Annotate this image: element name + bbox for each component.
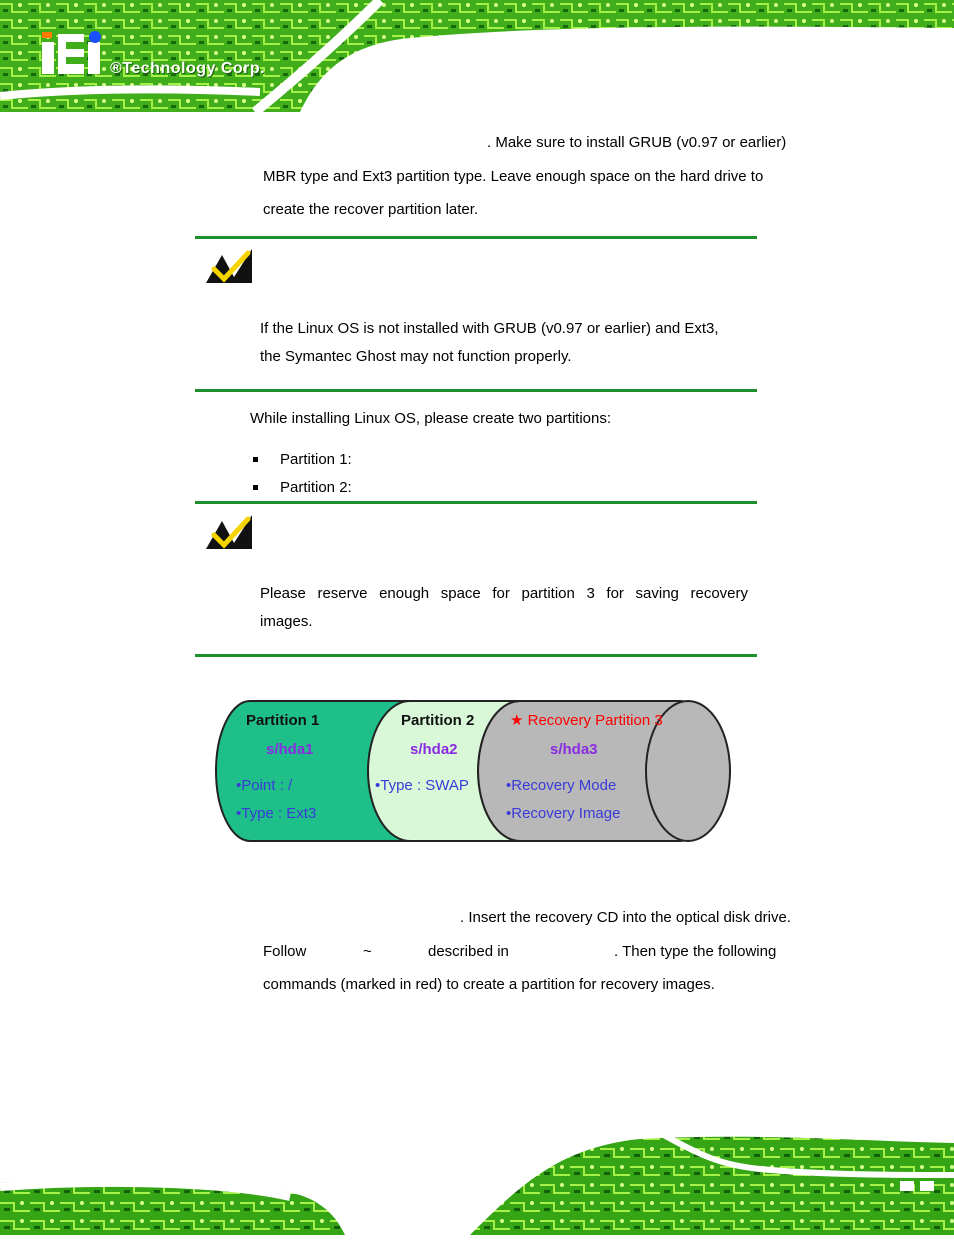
note-2-check-icon (204, 513, 254, 551)
iei-logo-icon (38, 28, 108, 80)
note-2-line-1: Please reserve enough space for partition 3 for saving recovery (260, 585, 748, 602)
bullet-marker (253, 457, 258, 462)
header-banner (0, 0, 954, 112)
logo-block[interactable] (38, 28, 108, 80)
note-1-line-1: If the Linux OS is not installed with GRUB (v0.97 or earlier) and Ext3, (260, 320, 719, 337)
partition-diagram (210, 695, 740, 850)
circuit-board-header-graphic (0, 0, 954, 112)
note-1-bottom-rule (195, 389, 757, 392)
partition-1-point: •Point : / (236, 777, 293, 794)
circuit-board-footer-graphic (0, 1125, 954, 1235)
step-next-line-3: commands (marked in red) to create a partition for recovery images. (263, 976, 715, 993)
partition-2-type: •Type : SWAP (375, 777, 469, 794)
step-next-then: . Then type the following (614, 943, 777, 960)
partition-1-title: Partition 1 (246, 712, 320, 729)
partition-2-device: s/hda2 (410, 741, 458, 758)
partition-3-recovery-mode: •Recovery Mode (506, 777, 617, 794)
bullet-marker (253, 485, 258, 490)
partition-1-type: •Type : Ext3 (236, 805, 317, 822)
note-2-bottom-rule (195, 654, 757, 657)
step-intro-line-3: create the recover partition later. (263, 201, 479, 218)
partitions-intro: While installing Linux OS, please create two partitions: (250, 410, 612, 427)
footer-banner (0, 1125, 954, 1235)
partition-3-device: s/hda3 (550, 741, 598, 758)
note-2-line-2: images. (260, 613, 313, 630)
step-intro-line-1: . Make sure to install GRUB (v0.97 or earlier) (487, 134, 787, 151)
note-1-top-rule (195, 236, 757, 239)
list-item-partition-1: Partition 1: (280, 451, 352, 468)
partition-3-recovery-image: •Recovery Image (506, 805, 621, 822)
list-item-partition-2: Partition 2: (280, 479, 352, 496)
partition-1-device: s/hda1 (266, 741, 314, 758)
company-name: ®Technology Corp. (110, 60, 266, 77)
step-intro-line-2: MBR type and Ext3 partition type. Leave enough space on the hard drive to (263, 168, 764, 185)
note-1-check-icon (204, 247, 254, 285)
note-2-top-rule (195, 501, 757, 504)
partition-3-title: ★ Recovery Partition 3 (510, 712, 663, 729)
step-next-tilde: ~ (363, 943, 372, 960)
step-next-line-1: . Insert the recovery CD into the optical disk drive. (460, 909, 791, 926)
step-next-follow: Follow (263, 943, 307, 960)
note-1-line-2: the Symantec Ghost may not function properly. (260, 348, 572, 365)
step-next-described: described in (428, 943, 509, 960)
partition-2-title: Partition 2 (401, 712, 475, 729)
partition-cylinder-graphic (210, 695, 740, 850)
